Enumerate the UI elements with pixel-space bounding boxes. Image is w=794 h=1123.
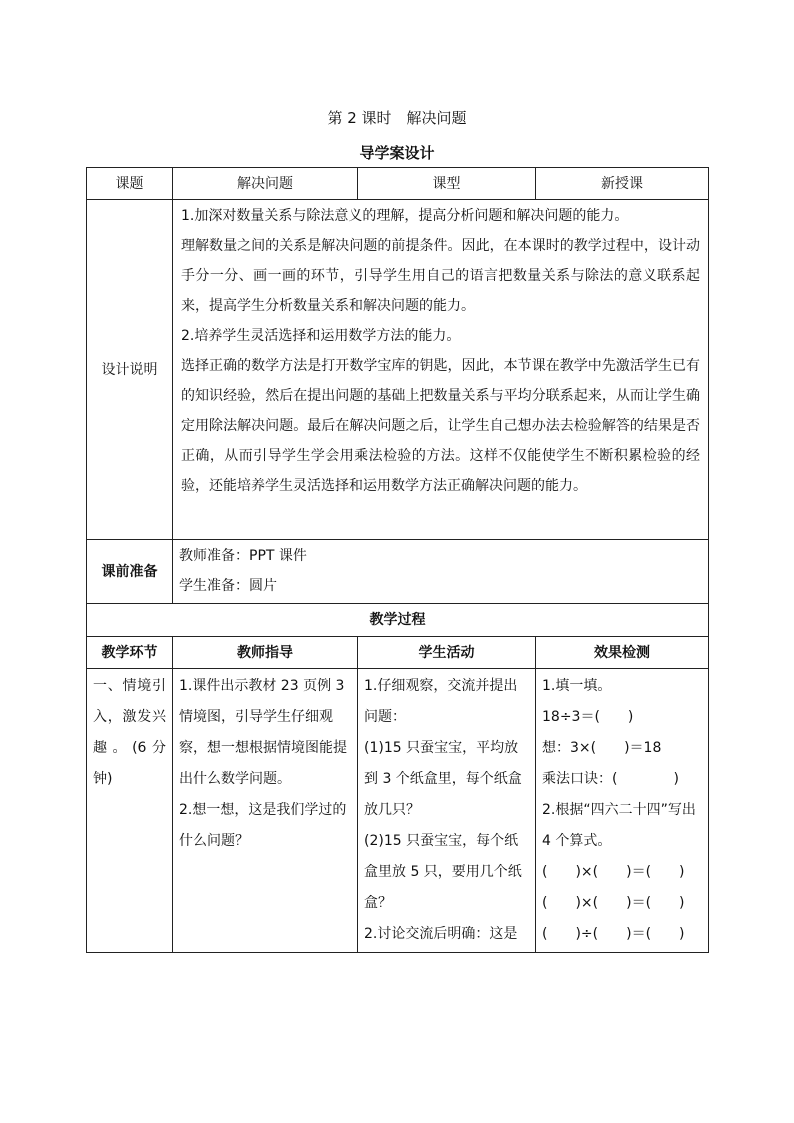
- check-5: 2.根据“四六二十四”写出 4 个算式。: [542, 802, 696, 849]
- process-header: 教学过程: [87, 604, 709, 637]
- process-columns-row: [87, 637, 709, 669]
- header-topic-value: 解决问题: [173, 168, 358, 200]
- page-title: 第 2 课时 解决问题: [327, 109, 467, 127]
- prep-teacher: 教师准备：PPT 课件: [179, 548, 307, 564]
- col-student: 学生活动: [358, 637, 536, 669]
- check-2: 18÷3＝( ): [542, 709, 634, 725]
- stage1-student-3: (2)15 只蚕宝宝，每个纸盒里放 5 只，要用几个纸盒？: [364, 833, 522, 911]
- check-7: ( )×( )＝( ): [542, 895, 685, 911]
- col-check: 效果检测: [536, 637, 709, 669]
- stage1-student: [358, 669, 536, 953]
- check-1: 1.填一填。: [542, 678, 612, 694]
- stage1-check: [536, 669, 709, 953]
- check-3: 想：3×( )＝18: [542, 740, 662, 756]
- design-row: [87, 200, 709, 540]
- stage1-teacher: [173, 669, 358, 953]
- page-subtitle: 导学案设计: [359, 144, 435, 162]
- stage1-teacher-2: 2.想一想，这是我们学过的什么问题？: [179, 802, 347, 849]
- prep-row: [87, 540, 709, 604]
- design-para-1: 1.加深对数量关系与除法意义的理解，提高分析问题和解决问题的能力。: [181, 208, 629, 224]
- header-topic-label: 课题: [87, 168, 173, 200]
- process-header-row: [87, 604, 709, 637]
- stage1-name-text: 一、情境引入，激发兴趣。(6分钟): [93, 678, 166, 787]
- design-para-2: 理解数量之间的关系是解决问题的前提条件。因此，在本课时的教学过程中，设计动手分一分、画一画的环节，引导学生用自己的语言把数量关系与除法的意义联系起来，提高学生分析数量关系和解决问题的能力。: [181, 238, 700, 314]
- design-content: [173, 200, 709, 540]
- design-para-3: 2.培养学生灵活选择和运用数学方法的能力。: [181, 328, 461, 344]
- stage1-row: [87, 669, 709, 953]
- prep-student: 学生准备：圆片: [179, 578, 277, 594]
- check-6: ( )×( )＝( ): [542, 864, 685, 880]
- lesson-plan-table: [86, 167, 709, 953]
- design-para-4: 选择正确的数学方法是打开数学宝库的钥匙，因此，本节课在教学中先激活学生已有的知识经验，然后在提出问题的基础上把数量关系与平均分联系起来，从而让学生确定用除法解决问题。最后在解决问题之后，让学生自己想办法去检验解答的结果是否正确，从而引导学生学会用乘法检验的方法。这样不仅能使学生不断积累检验的经验，还能培养学生灵活选择和运用数学方法正确解决问题的能力。: [181, 358, 700, 494]
- check-4: 乘法口诀：( ): [542, 771, 679, 787]
- header-row: [87, 168, 709, 200]
- col-stage: 教学环节: [87, 637, 173, 669]
- prep-content: [173, 540, 709, 604]
- design-label: 设计说明: [87, 200, 173, 540]
- stage1-student-4: 2.讨论交流后明确：这是: [364, 926, 518, 942]
- stage1-teacher-1: 1.课件出示教材 23 页例 3 情境图，引导学生仔细观察，想一想根据情境图能提出什么数学问题。: [179, 678, 347, 787]
- stage1-name: [87, 669, 173, 953]
- stage1-student-1: 1.仔细观察，交流并提出问题：: [364, 678, 518, 725]
- header-type-value: 新授课: [536, 168, 709, 200]
- stage1-student-2: (1)15 只蚕宝宝，平均放到 3 个纸盒里，每个纸盒放几只？: [364, 740, 522, 818]
- check-8: ( )÷( )＝( ): [542, 926, 685, 942]
- prep-label: 课前准备: [87, 540, 173, 604]
- header-type-label: 课型: [358, 168, 536, 200]
- col-teacher: 教师指导: [173, 637, 358, 669]
